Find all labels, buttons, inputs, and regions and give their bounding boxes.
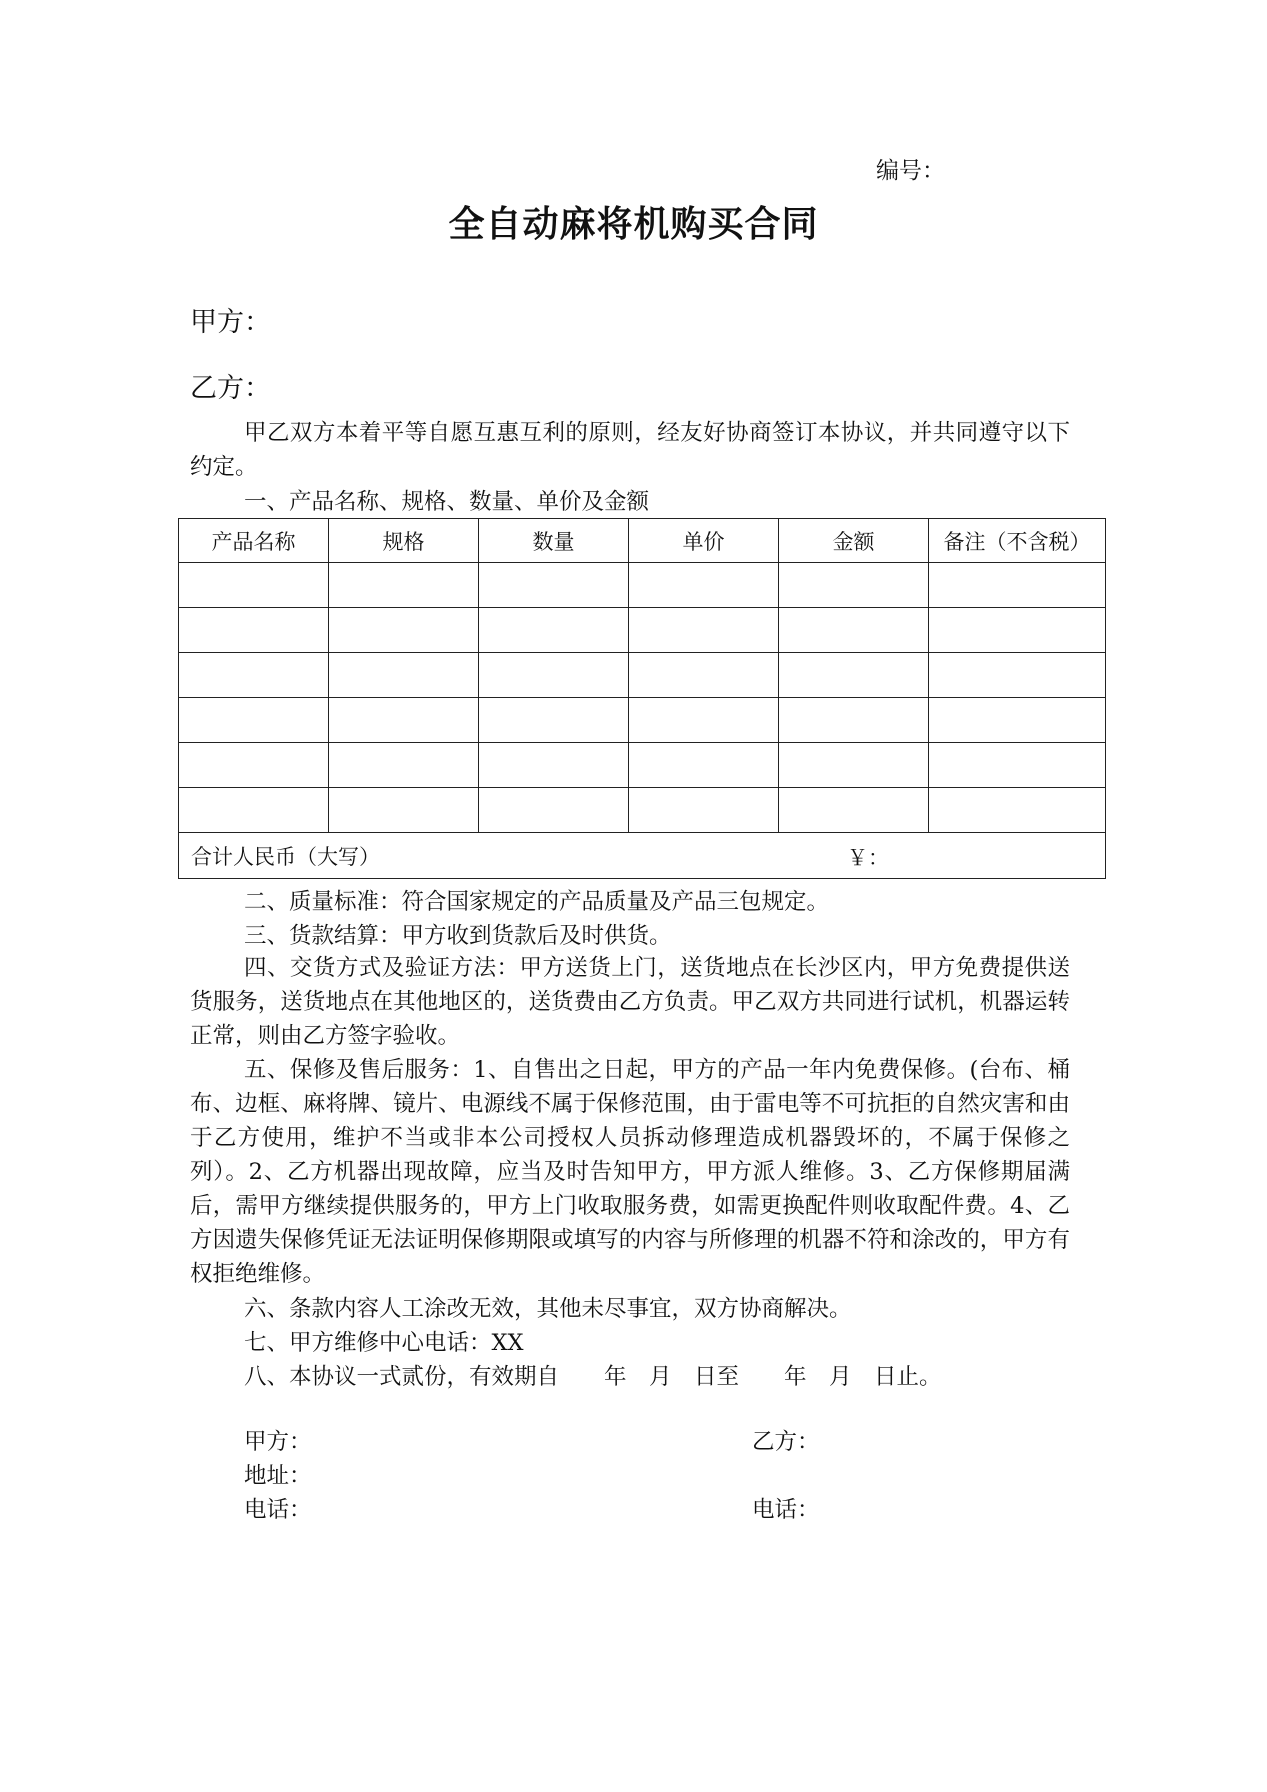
table-cell	[929, 563, 1106, 608]
clause-5: 五、保修及售后服务：1、自售出之日起，甲方的产品一年内免费保修。(台布、桶布、边框、麻将牌、镜片、电源线不属于保修范围，由于雷电等不可抗拒的自然灾害和由于乙方使用，维护不当或非本公司授权人员拆动修理造成机器毁坏的，不属于保修之列）。2、乙方机器出现故障，应当及时告知甲方，甲方派人维修。3、乙方保修期届满后，需甲方继续提供服务的，甲方上门收取服务费，如需更换配件则收取配件费。4、乙方因遗失保修凭证无法证明保修期限或填写的内容与所修理的机器不符和涂改的，甲方有权拒绝维修。	[190, 1057, 1070, 1287]
table-cell	[329, 743, 479, 788]
serial-number-label: 编号：	[876, 158, 945, 184]
table-cell	[629, 608, 779, 653]
table-cell	[329, 653, 479, 698]
table-cell	[179, 563, 329, 608]
table-row	[179, 788, 1106, 833]
column-header: 数量	[479, 519, 629, 563]
table-cell	[329, 563, 479, 608]
signature-phone-a: 电话：	[244, 1497, 312, 1523]
clause-6: 六、条款内容人工涂改无效，其他未尽事宜，双方协商解决。	[244, 1296, 852, 1322]
document-title: 全自动麻将机购买合同	[448, 204, 819, 245]
signature-party-a: 甲方：	[244, 1429, 312, 1455]
table-cell	[179, 698, 329, 743]
table-cell	[329, 788, 479, 833]
total-row	[179, 833, 1106, 879]
table-cell	[179, 788, 329, 833]
column-header: 单价	[629, 519, 779, 563]
signature-phone-b: 电话：	[752, 1497, 820, 1523]
clause-8: 八、本协议一式贰份，有效期自 年 月 日至 年 月 日止。	[244, 1364, 942, 1390]
table-cell	[779, 563, 929, 608]
table-cell	[779, 743, 929, 788]
table-cell	[479, 563, 629, 608]
signature-party-b: 乙方：	[752, 1429, 820, 1455]
column-header: 产品名称	[179, 519, 329, 563]
yuan-label: ￥：	[847, 846, 889, 870]
table-cell	[929, 788, 1106, 833]
product-table	[178, 518, 1106, 879]
section-1-title: 一、产品名称、规格、数量、单价及金额	[244, 489, 650, 515]
table-cell	[779, 653, 929, 698]
column-header: 规格	[329, 519, 479, 563]
table-row	[179, 698, 1106, 743]
table-header-row	[179, 519, 1106, 563]
signature-address: 地址：	[244, 1463, 312, 1489]
table-cell	[929, 608, 1106, 653]
table-cell	[479, 698, 629, 743]
table-cell	[929, 743, 1106, 788]
table-cell	[629, 698, 779, 743]
table-row	[179, 653, 1106, 698]
table-cell	[629, 563, 779, 608]
table-cell	[929, 698, 1106, 743]
column-header: 备注（不含税）	[929, 519, 1106, 563]
table-cell	[179, 743, 329, 788]
table-cell	[179, 653, 329, 698]
table-cell	[779, 698, 929, 743]
total-label: 合计人民币（大写）	[191, 844, 380, 869]
table-row	[179, 563, 1106, 608]
table-cell	[329, 608, 479, 653]
table-cell	[479, 788, 629, 833]
total-cell	[179, 833, 1106, 879]
table-cell	[629, 788, 779, 833]
table-cell	[629, 743, 779, 788]
clause-4: 四、交货方式及验证方法：甲方送货上门，送货地点在长沙区内，甲方免费提供送货服务，送货地点在其他地区的，送货费由乙方负责。甲乙双方共同进行试机，机器运转正常，则由乙方签字验收。	[190, 955, 1070, 1049]
table-cell	[629, 653, 779, 698]
table-cell	[479, 608, 629, 653]
clause-2: 二、质量标准：符合国家规定的产品质量及产品三包规定。	[244, 889, 830, 915]
preamble: 甲乙双方本着平等自愿互惠互利的原则，经友好协商签订本协议，并共同遵守以下约定。	[190, 420, 1070, 480]
clause-7: 七、甲方维修中心电话：XX	[244, 1330, 524, 1356]
table-row	[179, 743, 1106, 788]
table-cell	[179, 608, 329, 653]
table-cell	[779, 608, 929, 653]
table-cell	[929, 653, 1106, 698]
table-cell	[329, 698, 479, 743]
column-header: 金额	[779, 519, 929, 563]
table-row	[179, 608, 1106, 653]
party-b-label: 乙方：	[190, 373, 271, 404]
table-cell	[779, 788, 929, 833]
table-cell	[479, 653, 629, 698]
table-cell	[479, 743, 629, 788]
clause-3: 三、货款结算：甲方收到货款后及时供货。	[244, 923, 672, 949]
party-a-label: 甲方：	[190, 307, 271, 338]
